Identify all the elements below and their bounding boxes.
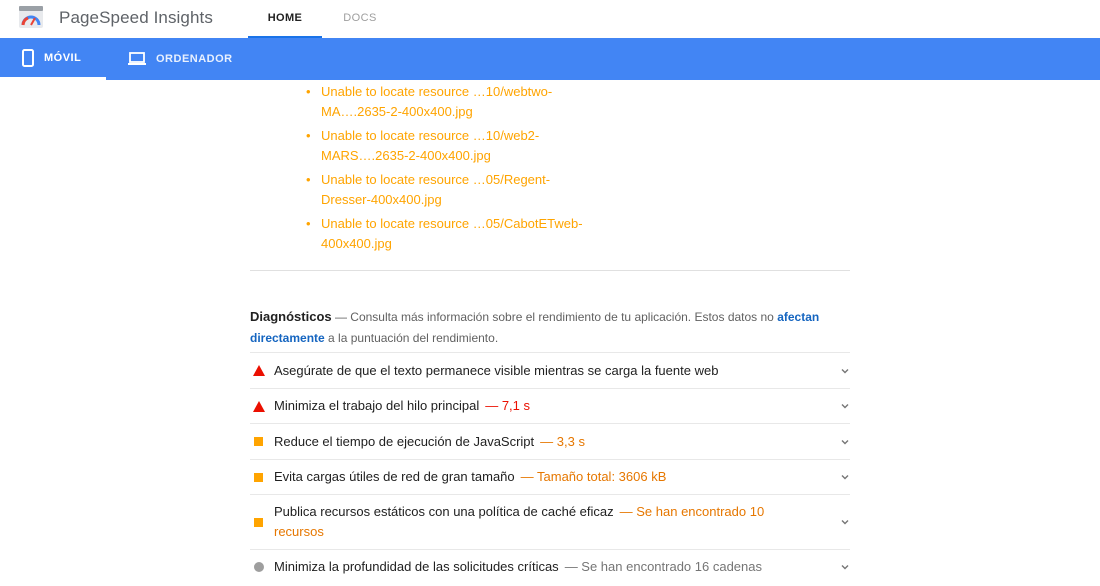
tab-desktop[interactable]	[106, 38, 246, 80]
audit-display-value: — Se han encontrado 16 cadenas	[564, 559, 762, 574]
list-item: • Unable to locate resource …10/webtwo-MA….2635-2-400x400.jpg	[303, 82, 583, 122]
audit-list	[250, 352, 850, 584]
tab-desktop-label: ORDENADOR	[156, 53, 233, 65]
audit-title: Minimiza el trabajo del hilo principal	[274, 398, 480, 413]
tab-home[interactable]: HOME	[248, 0, 322, 38]
diagnostics-description-end: a la puntuación del rendimiento.	[324, 331, 499, 345]
audit-title: Evita cargas útiles de red de gran tamaño	[274, 469, 515, 484]
audit-row[interactable]	[250, 388, 850, 423]
chevron-down-icon[interactable]	[840, 517, 850, 527]
chevron-down-icon[interactable]	[840, 562, 850, 572]
tab-mobile-label: MÓVIL	[44, 51, 82, 64]
audit-row[interactable]	[250, 423, 850, 459]
chevron-down-icon[interactable]	[840, 401, 850, 411]
chevron-down-icon[interactable]	[840, 437, 850, 447]
list-item: • Unable to locate resource …10/web2-MARS….2635-2-400x400.jpg	[303, 126, 583, 166]
resource-warning-list	[303, 82, 583, 258]
list-item: • Unable to locate resource …05/CabotETweb-400x400.jpg	[303, 214, 583, 254]
audit-display-value: — 7,1 s	[485, 398, 531, 413]
audit-display-value: — 3,3 s	[540, 433, 585, 449]
audit-title: Publica recursos estáticos con una política de caché eficaz	[274, 504, 614, 519]
chevron-down-icon[interactable]	[840, 366, 850, 376]
list-item: • Unable to locate resource …05/Regent-Dresser-400x400.jpg	[303, 170, 583, 210]
section-divider	[250, 270, 850, 271]
pagespeed-logo-icon[interactable]	[19, 6, 43, 28]
tab-docs[interactable]: DOCS	[343, 12, 377, 24]
diagnostics-description: — Consulta más información sobre el rendimiento de tu aplicación. Estos datos no	[331, 310, 778, 324]
brand-title[interactable]: PageSpeed Insights	[59, 8, 213, 27]
audit-title: Reduce el tiempo de ejecución de JavaScript	[274, 433, 535, 449]
top-header	[0, 0, 1100, 38]
average-square-icon	[254, 437, 263, 446]
diagnostics-header	[250, 306, 850, 349]
average-square-icon	[254, 518, 263, 527]
audit-display-value: — Tamaño total: 3606 kB	[520, 469, 667, 484]
audit-title: Minimiza la profundidad de las solicitudes críticas	[274, 559, 559, 574]
chevron-down-icon[interactable]	[840, 472, 850, 482]
tab-mobile[interactable]	[0, 38, 106, 80]
audit-row[interactable]	[250, 549, 850, 584]
audit-row[interactable]	[250, 494, 850, 549]
info-circle-icon	[254, 562, 264, 572]
audit-display-value: — Se han encontrado 10 recursos	[274, 504, 765, 539]
audit-title: Asegúrate de que el texto permanece visible mientras se carga la fuente web	[274, 362, 719, 378]
diagnostics-title: Diagnósticos	[250, 309, 332, 324]
audit-row[interactable]	[250, 352, 850, 388]
diagnostics-link[interactable]: afectan directamente	[250, 310, 820, 345]
mobile-icon	[22, 49, 34, 67]
audit-row[interactable]	[250, 459, 850, 494]
fail-triangle-icon	[253, 401, 265, 412]
fail-triangle-icon	[253, 365, 265, 376]
average-square-icon	[254, 473, 263, 482]
desktop-icon	[128, 52, 146, 66]
device-bar	[0, 38, 1100, 80]
